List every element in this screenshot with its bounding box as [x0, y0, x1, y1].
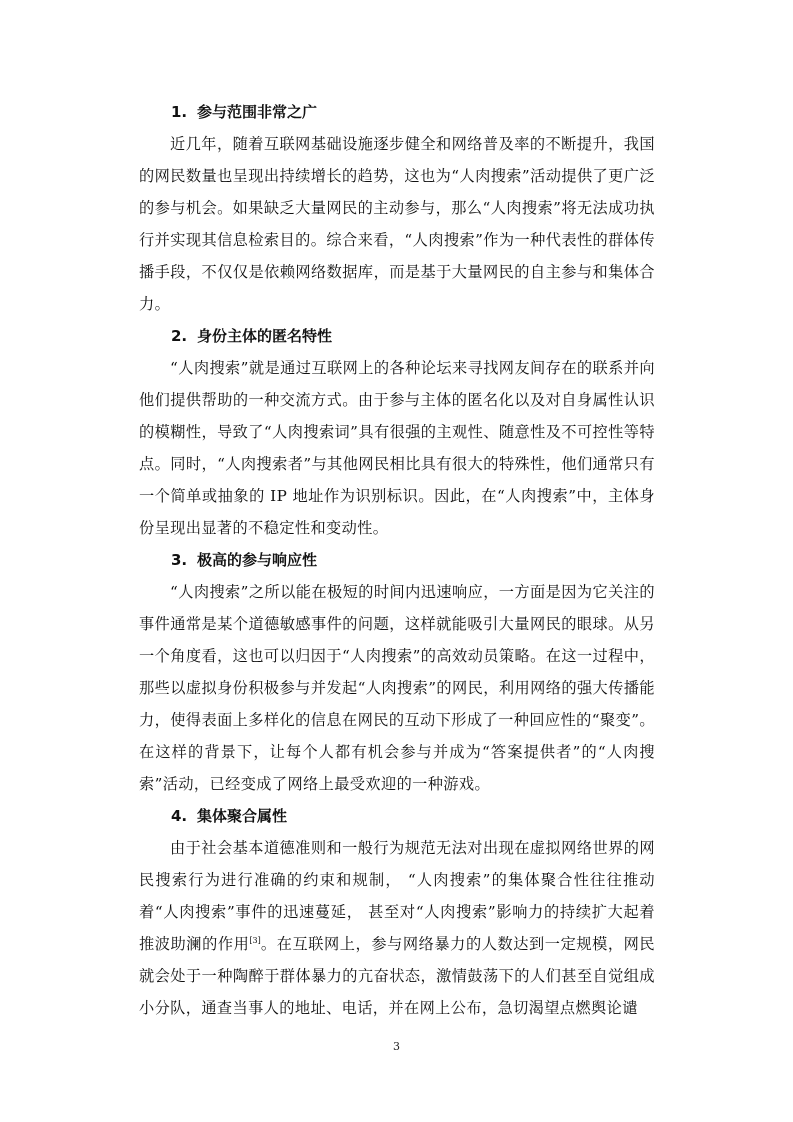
section-number: 4. [171, 807, 188, 825]
page-number: 3 [393, 1040, 400, 1053]
section-paragraph-4 [139, 832, 655, 1024]
section-title: 极高的参与响应性 [197, 551, 318, 569]
page-body [139, 96, 655, 1024]
section-number: 1. [171, 103, 188, 121]
section-title: 集体聚合属性 [197, 807, 288, 825]
section-paragraph-3: “人肉搜索”之所以能在极短的时间内迅速响应，一方面是因为它关注的事件通常是某个道德敏感事件的问题，这样就能吸引大量网民的眼球。从另一个角度看，这也可以归因于“人肉搜索”的高效动员策略。在这一过程中，那些以虚拟身份积极参与并发起“人肉搜索”的网民，利用网络的强大传播能力，使得表面上多样化的信息在网民的互动下形成了一种回应性的“聚变”。在这样的背景下，让每个人都有机会参与并成为“答案提供者”的“人肉搜索”活动，已经变成了网络上最受欢迎的一种游戏。 [139, 583, 655, 793]
paragraph-text: 由于社会基本道德准则和一般行为规范无法对出现在虚拟网络世界的网民搜索行为进行准确的约束和规制， “人肉搜索”的集体聚合性往往推动着“人肉搜索”事件的迅速蔓延， 甚至对“人肉搜索”影响力的持续扩大起着推波助澜的作用 [139, 839, 655, 953]
section-heading-4 [139, 800, 655, 832]
section-number: 2. [171, 327, 188, 345]
section-paragraph-2: “人肉搜索”就是通过互联网上的各种论坛来寻找网友间存在的联系并向他们提供帮助的一种交流方式。由于参与主体的匿名化以及对自身属性认识的模糊性，导致了“人肉搜索词”具有很强的主观性、随意性及不可控性等特点。同时，“人肉搜索者”与其他网民相比具有很大的特殊性，他们通常只有一个简单或抽象的 IP 地址作为识别标识。因此，在“人肉搜索”中，主体身份呈现出显著的不稳定性和变动性。 [139, 359, 655, 537]
section-heading-3 [139, 544, 655, 576]
section-paragraph-1: 近几年，随着互联网基础设施逐步健全和网络普及率的不断提升，我国的网民数量也呈现出持续增长的趋势，这也为“人肉搜索”活动提供了更广泛的参与机会。如果缺乏大量网民的主动参与，那么“人肉搜索”将无法成功执行并实现其信息检索目的。综合来看，“人肉搜索”作为一种代表性的群体传播手段，不仅仅是依赖网络数据库，而是基于大量网民的自主参与和集体合力。 [139, 135, 655, 313]
section-title: 参与范围非常之广 [197, 103, 318, 121]
paragraph-text: 。在互联网上，参与网络暴力的人数达到一定规模，网民就会处于一种陶醉于群体暴力的亢奋状态，激情鼓荡下的人们甚至自觉组成小分队，通查当事人的地址、电话，并在网上公布，急切渴望点燃舆论谴 [139, 935, 656, 1017]
section-heading-1 [139, 96, 655, 128]
section-heading-2 [139, 320, 655, 352]
section-number: 3. [171, 551, 188, 569]
citation-reference: [3] [249, 936, 261, 945]
section-title: 身份主体的匿名特性 [197, 327, 333, 345]
